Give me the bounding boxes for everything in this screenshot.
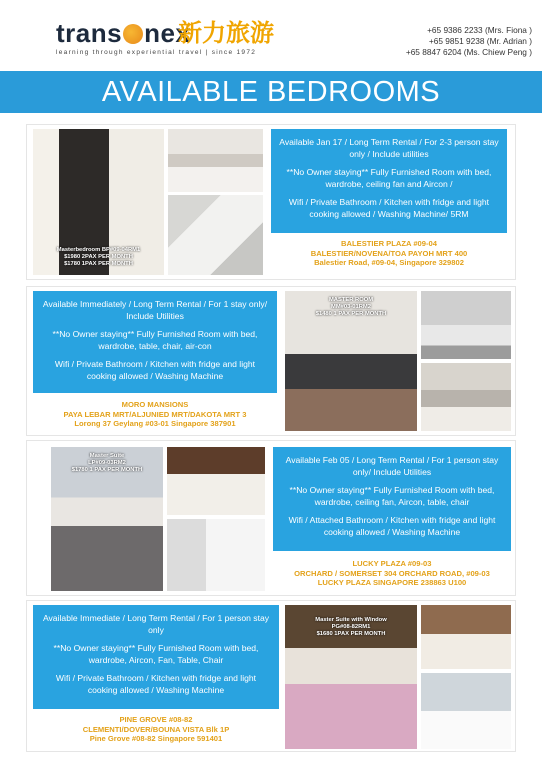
amenities-text: Wifi / Private Bathroom / Kitchen with fridge and light cooking allowed / Washing Machine [54,359,256,381]
room-code: LP#09-03RM2 [88,460,126,467]
listing-address [29,400,281,429]
tagline: learning through experiential travel | since 1972 [56,49,257,56]
furnishing-text: **No Owner staying** Fully Furnished Room with bed, wardrobe, ceiling fan, Aircon, table, chair [289,485,495,507]
address-mrt: PAYA LEBAR MRT/ALJUNIED MRT/DAKOTA MRT 3 [63,409,247,419]
listing-address [267,239,511,268]
amenities-text: Wifi / Attached Bathroom / Kitchen with fridge and light cooking allowed / Washing Machine [288,515,496,537]
availability-text: Available Feb 05 / Long Term Rental / For 1 person stay only/ Include Utilities [285,455,499,477]
price-line: $1780 1 PAX PER MONTH [71,467,143,474]
room-code: MM#03-01RM2 [331,304,371,311]
kitchen-photo [168,129,263,192]
availability-text: Available Immediately / Long Term Rental / For 1 stay only/ Include Utilities [42,299,268,321]
contact-line: +65 9386 2233 (Mrs. Fiona ) [427,25,532,35]
address-street: Balestier Road, #09-04, Singapore 329802 [314,258,464,268]
amenities-text: Wifi / Private Bathroom / Kitchen with fridge and light cooking allowed / Washing Machine/ 5RM [288,197,490,219]
page-header [0,0,542,66]
logo-chinese-text: 新力旅游 [178,19,274,47]
transinex-logo [56,20,190,47]
address-name: BALESTIER PLAZA #09-04 [341,239,437,248]
photo-caption [285,297,417,319]
contact-line: +65 8847 6204 (Ms. Chiew Peng ) [405,47,532,57]
listing-pine-grove [26,600,516,752]
furnishing-text: **No Owner staying** Fully Furnished Room with bed, wardrobe, table, chair, air-con [52,329,258,351]
availability-text: Available Immediate / Long Term Rental / For 1 person stay only [42,613,270,635]
listing-address [29,715,283,744]
title-banner [0,71,542,113]
address-street: Pine Grove #08-82 Singapore 591401 [89,734,223,744]
kitchen-photo [421,363,511,431]
room-code: PG#08-82RM1 [331,624,371,631]
bathroom-photo [421,673,511,749]
photo-caption [51,453,163,475]
listing-lucky-plaza [26,440,516,596]
furnishing-text: **No Owner staying** Fully Furnished Room with bed, wardrobe, ceiling fan and Aircon / [286,167,492,189]
listing-address [267,559,517,588]
contact-list [406,25,532,58]
banner-title: AVAILABLE BEDROOMS [101,75,441,108]
listing-balestier [26,124,516,280]
kitchen-photo [167,447,265,515]
bathroom-photo [421,291,511,359]
address-street: LUCKY PLAZA SINGAPORE 238863 U100 [317,578,467,588]
bathroom-photo [168,195,263,275]
bedroom-photo [285,605,417,749]
photo-caption [285,617,417,639]
listing-details [33,291,277,393]
logo-text-part-1: trans [56,18,123,48]
availability-text: Available Jan 17 / Long Term Rental / For 2-3 person stay only / Include utilities [279,137,499,159]
logo-wordmark [56,18,190,48]
address-name: LUCKY PLAZA #09-03 [352,559,432,568]
address-name: PINE GROVE #08-82 [119,715,193,724]
room-title: Master Suite with Window [315,617,387,623]
address-mrt: ORCHARD / SOMERSET 304 ORCHARD ROAD, #09-03 [294,568,490,578]
price-line: $1980 2PAX PER MONTH [64,254,133,261]
living-area-photo [421,605,511,669]
bedroom-photo [33,129,164,275]
listing-details [33,605,279,709]
price-line: $1780 1PAX PER MONTH [64,261,133,268]
listing-moro-mansions [26,286,516,436]
room-code: Masterbedroom BP#09-04RM1 [56,247,141,253]
bedroom-photo [285,291,417,431]
listing-details [273,447,511,551]
address-mrt: BALESTIER/NOVENA/TOA PAYOH MRT 400 [310,248,468,258]
address-name: MORO MANSIONS [121,400,189,409]
room-title: MASTER ROOM [328,297,374,303]
photo-caption [33,247,164,269]
price-line: $1480 1 PAX PER MONTH [315,311,387,318]
globe-icon [123,24,143,44]
price-line: $1680 1PAX PER MONTH [316,631,386,638]
contact-line: +65 9851 9238 (Mr. Adrian ) [428,36,532,46]
furnishing-text: **No Owner staying** Fully Furnished Room with bed, wardrobe, Aircon, Fan, Table, Chair [53,643,259,665]
logo-text-part-2: nex [144,18,191,48]
listing-details [271,129,507,233]
bedroom-photo [51,447,163,591]
amenities-text: Wifi / Private Bathroom / Kitchen with fridge and light cooking allowed / Washing Machine [55,673,257,695]
room-title: Master Suite [89,453,125,459]
address-mrt: CLEMENTI/DOVER/BOUNA VISTA Blk 1P [82,724,230,734]
bathroom-photo [167,519,265,591]
address-street: Lorong 37 Geylang #03-01 Singapore 387901 [74,419,236,429]
